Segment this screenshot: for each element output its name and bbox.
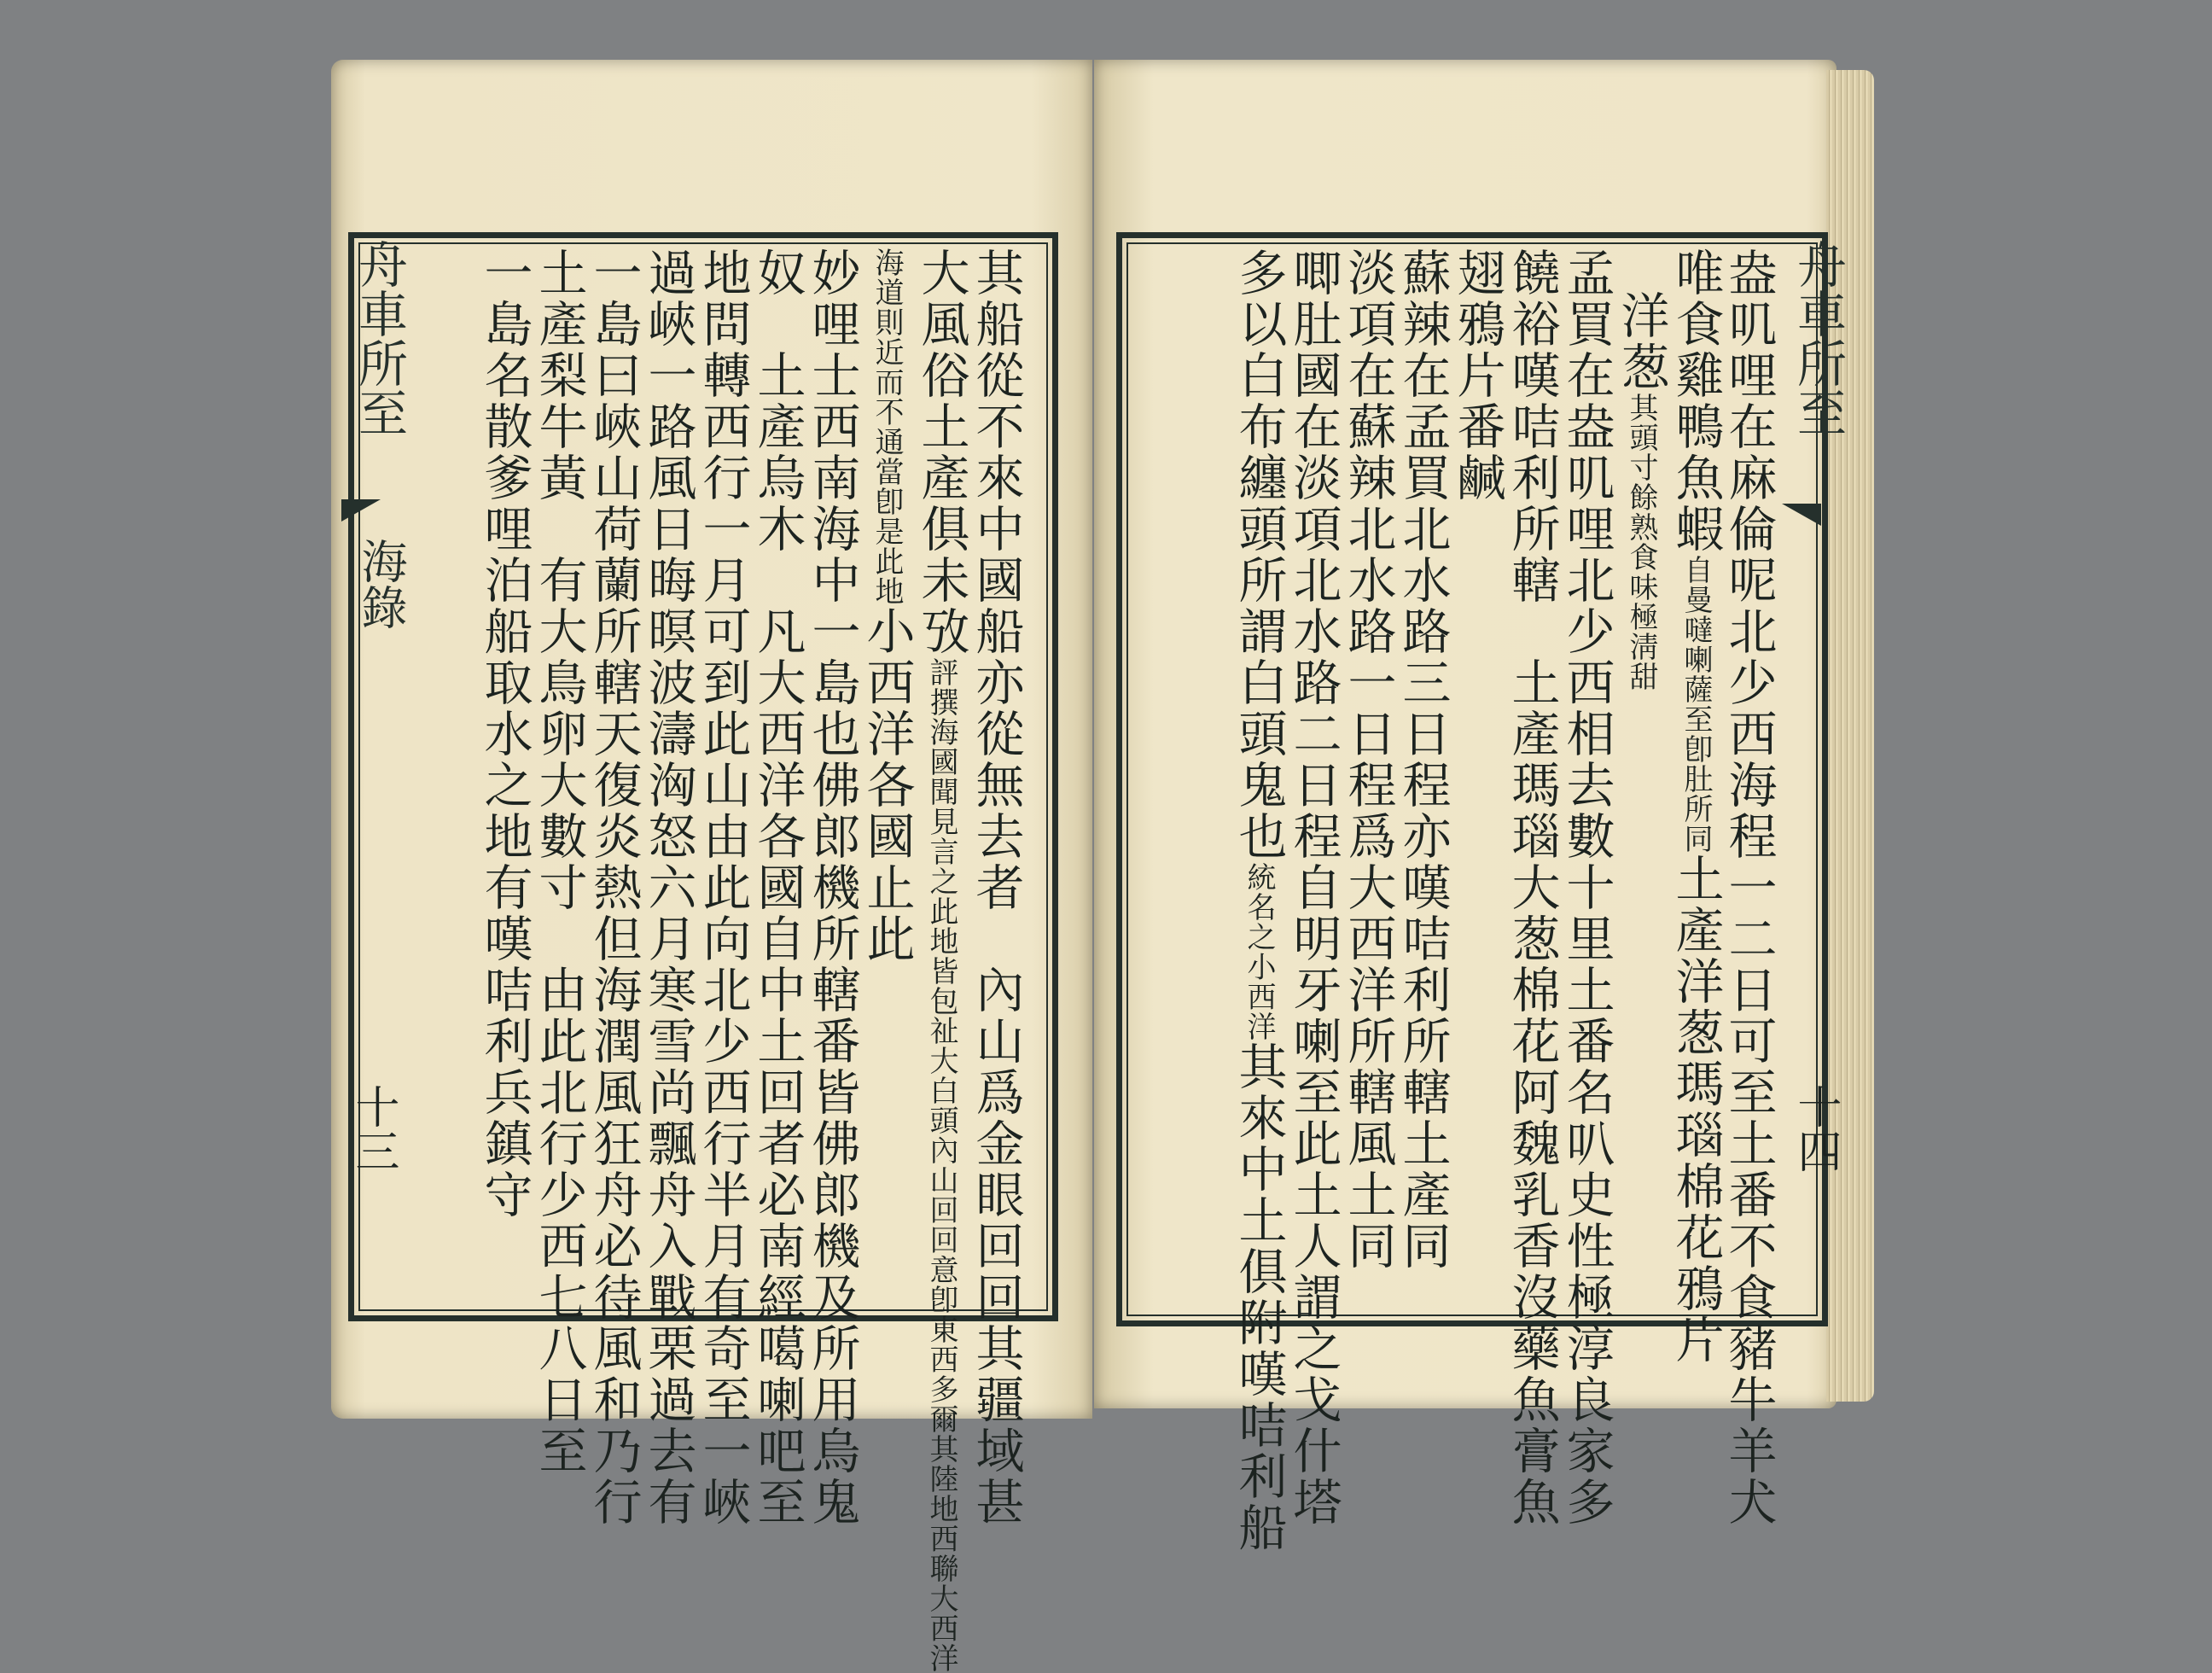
left-col-5: 奴 土產烏木 凡大西洋各國自中土回者必南經噶喇吧至 <box>749 248 806 1528</box>
right-col-7: 蘇辣在孟買北水路三日程亦嘆咭利所轄土產同 <box>1394 248 1451 1272</box>
right-col-6: 翅鴉片番鹹 <box>1449 248 1505 504</box>
left-col-7: 過峽一路風日晦暝波濤洶怒六月寒雪尚飄舟入戰栗過去有 <box>640 248 696 1528</box>
left-col-3-top: 小西洋各國止此 <box>859 606 915 965</box>
left-col-9: 土產梨牛黃 有大鳥卵大數寸 由此北行少西七八日至 <box>531 248 587 1477</box>
left-margin-title: 舟車所至 <box>350 239 408 437</box>
right-col-9: 唧肚國在淡項北水路二日程自明牙喇至此土人謂之戈什塔 <box>1285 248 1342 1528</box>
left-col-2-main: 大風俗土產俱未攷 <box>913 248 969 657</box>
right-margin-title: 舟車所至 <box>1789 239 1847 437</box>
left-margin-subtitle: 海錄 <box>354 538 408 630</box>
right-col-2-note: 自曼噠喇薩至卽肚所同 <box>1679 555 1713 854</box>
left-col-10: 一島名散爹哩泊船取水之地有嘆咭利兵鎮守 <box>476 248 533 1221</box>
left-col-4: 妙哩士西南海中一島也佛郎機所轄番皆佛郎機及所用烏鬼 <box>804 248 860 1528</box>
right-col-3 <box>1613 290 1669 691</box>
right-col-2 <box>1668 248 1724 1366</box>
left-col-6: 地問轉西行一月可到此山由此向北少西行半月有奇至一峽 <box>695 248 751 1528</box>
left-col-2-note: 評撰海國聞見言之此地皆包祉大白頭內山回回意卽東西多爾其陸地西聯大西洋 <box>924 657 958 1673</box>
left-col-3 <box>859 248 915 965</box>
right-page-number: 十四 <box>1790 1084 1841 1173</box>
right-col-1: 盎叽哩在麻倫呢北少西海程一二日可至土番不食豬牛羊犬 <box>1720 248 1777 1528</box>
left-page-number: 十三 <box>347 1084 399 1173</box>
right-col-2-main: 唯食雞鴨魚蝦 <box>1668 248 1724 555</box>
right-col-3-main: 洋葱 <box>1613 290 1669 393</box>
right-col-8: 淡項在蘇辣北水路一日程爲大西洋所轄風土同 <box>1340 248 1396 1272</box>
right-col-10-note: 統名之小西洋 <box>1242 862 1276 1041</box>
right-col-5: 饒裕嘆咭利所轄 土產瑪瑙大葱棉花阿魏乳香沒藥魚膏魚 <box>1504 248 1560 1528</box>
right-col-10-main: 多以白布纏頭所謂白頭鬼也 <box>1231 248 1287 862</box>
left-fishtail-mark <box>341 499 381 522</box>
right-col-10 <box>1231 248 1287 1554</box>
right-fishtail-mark <box>1782 504 1821 526</box>
left-col-1: 其船從不來中國船亦從無去者 內山爲金眼回回其疆域甚 <box>968 248 1024 1528</box>
left-col-8: 一島曰峽山荷蘭所轄天復炎熱但海潤風狂舟必待風和乃行 <box>585 248 642 1528</box>
right-col-3-note: 其頭寸餘熟食味極淸甜 <box>1624 393 1658 691</box>
left-col-3-note: 海道則近而不通當卽是此地 <box>870 248 904 606</box>
right-col-2-tail: 土產洋葱瑪瑙棉花鴉片 <box>1668 854 1724 1366</box>
left-col-2 <box>913 248 969 1673</box>
right-col-4: 孟買在盎叽哩北少西相去數十里土番名叭史性極淳良家多 <box>1558 248 1615 1528</box>
right-col-10-tail: 其來中土俱附嘆咭利船 <box>1231 1041 1287 1554</box>
